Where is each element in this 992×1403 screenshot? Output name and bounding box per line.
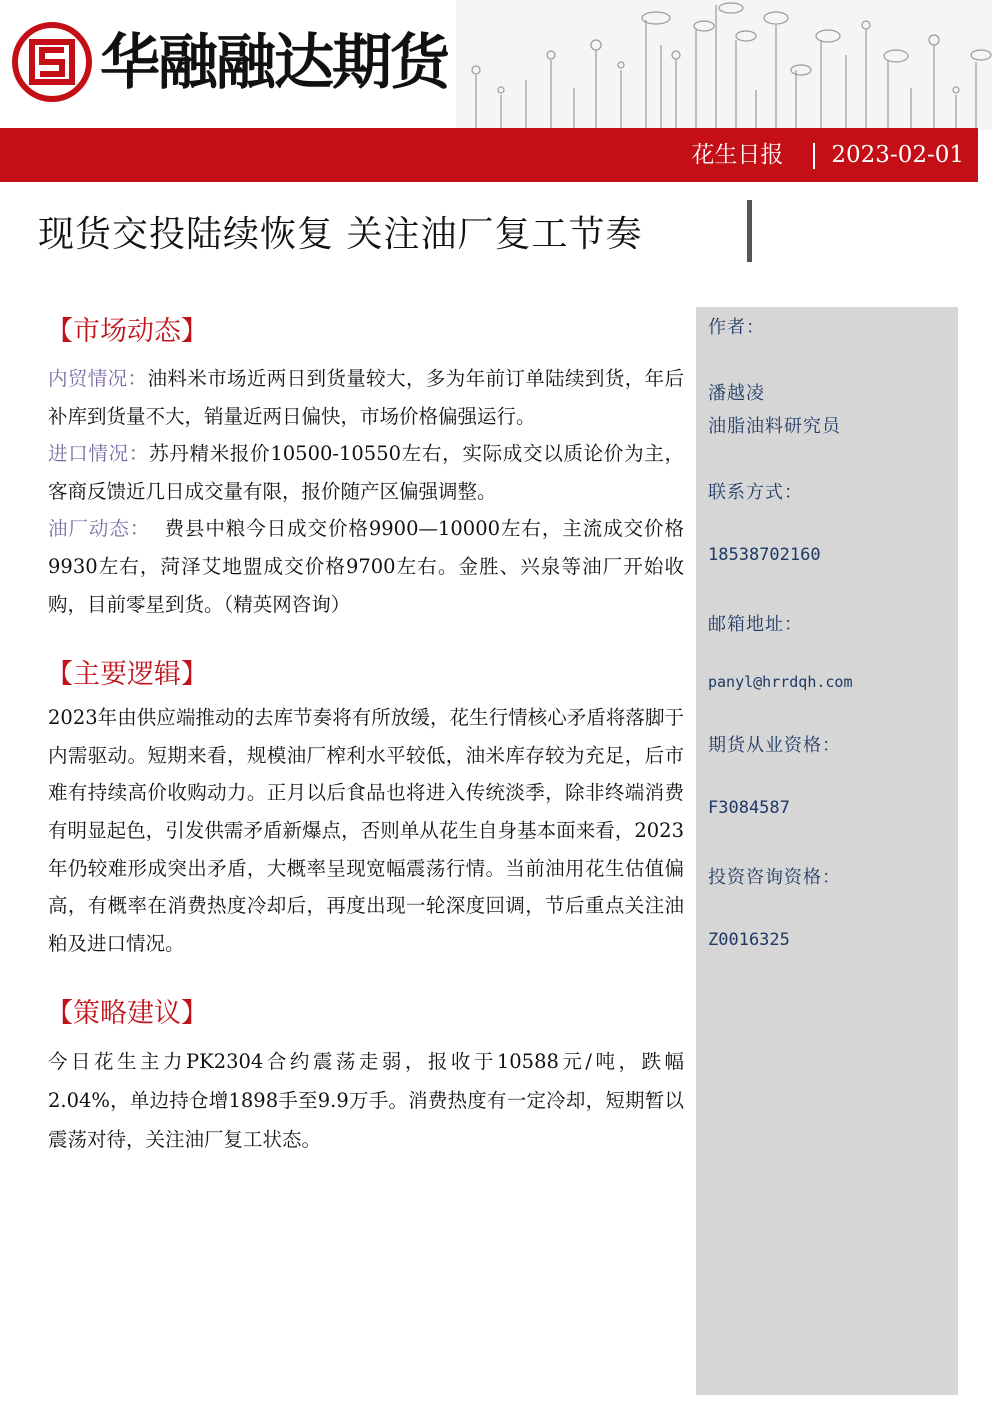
author-name: 潘越凌 <box>708 383 765 404</box>
report-header <box>0 0 992 184</box>
main-content <box>48 310 684 1159</box>
futures-cert-number: F3084587 <box>708 798 790 818</box>
invest-cert-label: 投资咨询资格： <box>708 867 841 888</box>
market-item-label: 进口情况： <box>48 442 150 466</box>
author-sidebar <box>696 307 958 1395</box>
author-title: 油脂油料研究员 <box>708 416 841 437</box>
market-item-import <box>48 435 684 510</box>
title-accent-bar <box>747 200 752 262</box>
market-item-text: 费县中粮今日成交价格9900—10000左右，主流成交价格9930左右，菏泽艾地盟成交价格9700左右。金胜、兴泉等油厂开始收购，目前零星到货。（精英网咨询） <box>48 517 684 616</box>
company-logo-icon <box>12 22 92 102</box>
contact-phone: 18538702160 <box>708 545 821 565</box>
market-item-label: 油厂动态： <box>48 517 151 541</box>
report-type: 花生日报 <box>691 142 784 168</box>
logic-text: 2023年由供应端推动的去库节奏将有所放缓，花生行情核心矛盾将落脚于内需驱动。短期来看，规模油厂榨利水平较低，油米库存较为充足，后市难有持续高价收购动力。正月以后食品也将进入传统淡季，除非终端消费有明显起色，引发供需矛盾新爆点，否则单从花生自身基本面来看，2023年仍较难形成突出矛盾，大概率呈现宽幅震荡行情。当前油用花生估值偏高，有概率在消费热度冷却后，再度出现一轮深度回调，节后重点关注油粕及进口情况。 <box>48 706 684 955</box>
report-date: 2023-02-01 <box>831 142 964 168</box>
decorative-lines-icon <box>456 0 992 130</box>
market-section <box>48 360 684 623</box>
report-title: 现货交投陆续恢复 关注油厂复工节奏 <box>38 214 643 255</box>
market-item-text: 油料米市场近两日到货量较大，多为年前订单陆续到货，年后补库到货量不大，销量近两日偏快，市场价格偏强运行。 <box>48 367 684 428</box>
logic-heading: 【主要逻辑】 <box>46 659 208 691</box>
market-heading: 【市场动态】 <box>46 316 208 347</box>
market-item-text: 苏丹精米报价10500-10550左右，实际成交以质论价为主，客商反馈近几日成交量有限，报价随产区偏强调整。 <box>48 442 684 503</box>
market-item-domestic <box>48 360 684 435</box>
banner-divider <box>813 143 815 169</box>
email-label: 邮箱地址： <box>708 614 803 635</box>
invest-cert-number: Z0016325 <box>708 930 790 950</box>
futures-cert-label: 期货从业资格： <box>708 735 841 756</box>
email-address[interactable]: panyl@hrrdqh.com <box>708 673 853 691</box>
company-name: 华融融达期货 <box>100 28 448 98</box>
strategy-heading: 【策略建议】 <box>46 998 208 1030</box>
market-item-oil-mill <box>48 510 684 623</box>
strategy-text: 今日花生主力PK2304合约震荡走弱，报收于10588元/吨，跌幅2.04%，单边持仓增1898手至9.9万手。消费热度有一定冷却，短期暂以震荡对待，关注油厂复工状态。 <box>48 1050 684 1152</box>
market-item-label: 内贸情况： <box>48 367 148 390</box>
author-label: 作者： <box>708 317 765 338</box>
report-banner <box>0 128 978 182</box>
contact-label: 联系方式： <box>708 482 803 503</box>
